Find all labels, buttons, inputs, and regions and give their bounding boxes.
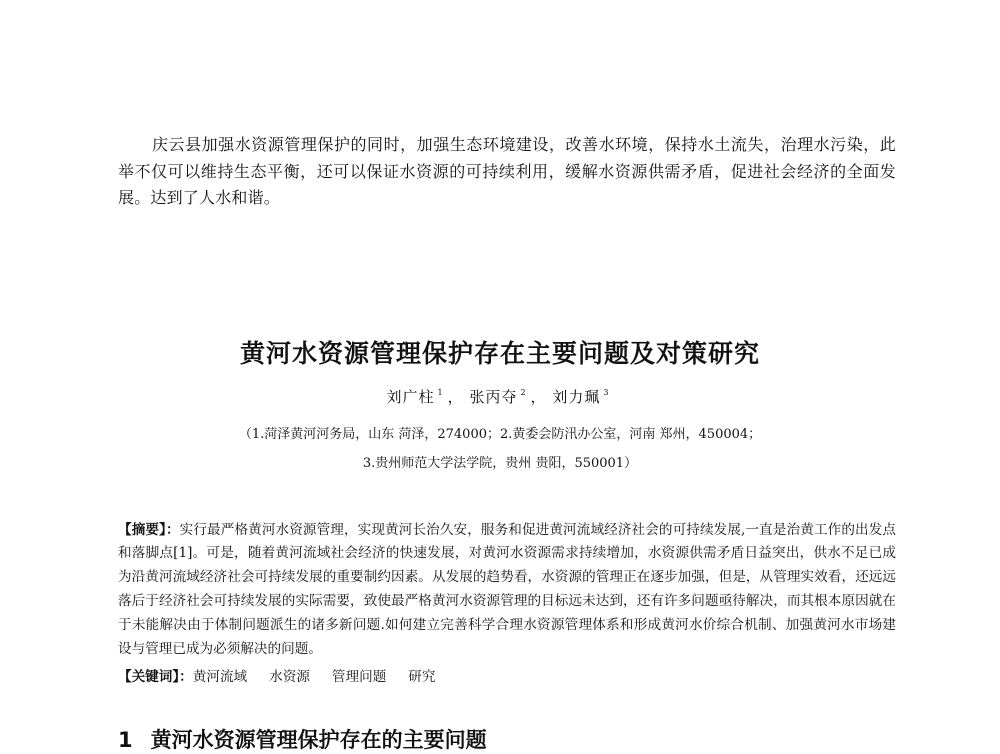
abstract [118, 519, 896, 662]
author-name: 刘广柱 [386, 388, 435, 406]
author-separator: ， [447, 388, 464, 406]
keyword: 水资源 [269, 669, 310, 685]
author-name: 刘力珮 [552, 388, 601, 406]
keywords-label: 【关键词】： [118, 669, 193, 685]
paper-title: 黄河水资源管理保护存在主要问题及对策研究 [239, 339, 760, 368]
abstract-text: 实行最严格黄河水资源管理，实现黄河长治久安，服务和促进黄河流域经济社会的可持续发展,一直是治黄工作的出发点和落脚点[1]。可是，随着黄河流域社会经济的快速发展，对黄河水资源需求持续增加，水资源供需矛盾日益突出，供水不足已成为沿黄河流域经济社会可持续发展的重要制约因素。从发展的趋势看，水资源的管理正在逐步加强，但是，从管理实效看，还远远落后于经济社会可持续发展的实际需要，致使最严格黄河水资源管理的目标远未达到，还有许多问题亟待解决，而其根本原因就在于未能解决由于体制问题派生的诸多新问题.如何建立完善科学合理水资源管理体系和形成黄河水价综合机制、加强黄河水市场建设与管理已成为必须解决的问题。 [118, 521, 896, 657]
keywords [118, 665, 896, 685]
author-separator: ， [530, 388, 547, 406]
keyword: 管理问题 [331, 669, 387, 685]
abstract-label: 【摘要】： [118, 521, 180, 538]
intro-paragraph: 庆云县加强水资源管理保护的同时，加强生态环境建设，改善水环境，保持水土流失，治理水污染，此举不仅可以维持生态平衡，还可以保证水资源的可持续利用，缓解水资源供需矛盾，促进社会经济的全面发展。达到了人水和谐。 [118, 135, 896, 207]
author-list [0, 386, 1000, 407]
section-heading [118, 724, 487, 754]
author-affil-mark: 2 [520, 388, 527, 397]
author-affil-mark: 3 [603, 388, 610, 397]
section-number: 1 [118, 728, 133, 752]
keyword: 黄河流域 [192, 669, 248, 685]
affiliation-line: 3.贵州师范大学法学院，贵州 贵阳，550001） [362, 456, 638, 471]
keyword: 研究 [408, 669, 436, 685]
affiliation-line: （1.菏泽黄河河务局，山东 菏泽，274000；2.黄委会防汛办公室，河南 郑州，450004； [238, 427, 762, 442]
section-title: 黄河水资源管理保护存在的主要问题 [150, 728, 487, 752]
author-affil-mark: 1 [437, 388, 444, 397]
author-name: 张丙夺 [469, 388, 518, 406]
